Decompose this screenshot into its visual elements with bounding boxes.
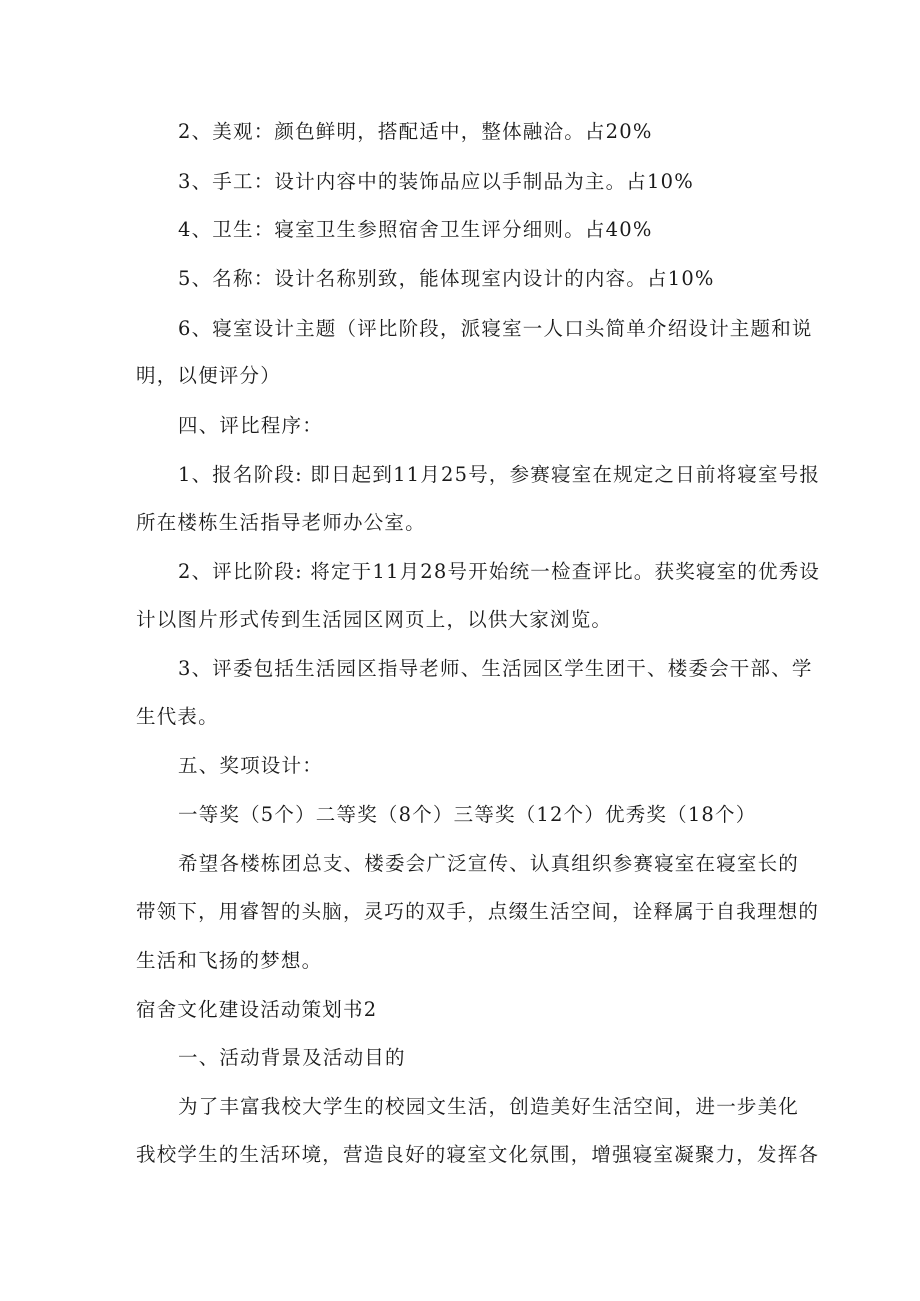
closing-paragraph-line1: 希望各楼栋团总支、楼委会广泛宣传、认真组织参赛寝室在寝室长的: [178, 852, 800, 875]
procedure-judging-line2: 计以图片形式传到生活园区网页上，以供大家浏览。: [136, 608, 613, 631]
procedure-judges-line1: 3、评委包括生活园区指导老师、生活园区学生团干、楼委会干部、学: [178, 657, 813, 680]
background-paragraph-line1: 为了丰富我校大学生的校园文生活，创造美好生活空间，进一步美化: [178, 1095, 800, 1118]
criterion-theme-line1: 6、寝室设计主题（评比阶段，派寝室一人口头简单介绍设计主题和说: [178, 317, 813, 340]
closing-paragraph-line3: 生活和飞扬的梦想。: [136, 949, 323, 972]
background-paragraph-line2: 我校学生的生活环境，营造良好的寝室文化氛围，增强寝室凝聚力，发挥各: [136, 1143, 820, 1166]
plan-title-2: 宿舍文化建设活动策划书2: [136, 998, 378, 1021]
section-heading-awards: 五、奖项设计：: [178, 754, 323, 777]
criterion-name: 5、名称：设计名称别致，能体现室内设计的内容。占10%: [178, 267, 715, 290]
criterion-handcraft: 3、手工：设计内容中的装饰品应以手制品为主。占10%: [178, 170, 694, 193]
procedure-judging-line1: 2、评比阶段: 将定于11月28号开始统一检查评比。获奖寝室的优秀设: [178, 560, 821, 583]
awards-list: 一等奖（5个）二等奖（8个）三等奖（12个）优秀奖（18个）: [178, 803, 757, 826]
criterion-appearance: 2、美观：颜色鲜明，搭配适中，整体融洽。占20%: [178, 120, 653, 143]
section-heading-procedure: 四、评比程序：: [178, 414, 323, 437]
criterion-hygiene: 4、卫生：寝室卫生参照宿舍卫生评分细则。占40%: [178, 218, 653, 241]
procedure-judges-line2: 生代表。: [136, 705, 219, 728]
section-heading-background: 一、活动背景及活动目的: [178, 1046, 406, 1069]
procedure-registration-line1: 1、报名阶段: 即日起到11月25号，参赛寝室在规定之日前将寝室号报: [178, 463, 821, 486]
criterion-theme-line2: 明，以便评分）: [136, 364, 281, 387]
closing-paragraph-line2: 带领下，用睿智的头脑，灵巧的双手，点缀生活空间，诠释属于自我理想的: [136, 900, 820, 923]
procedure-registration-line2: 所在楼栋生活指导老师办公室。: [136, 511, 426, 534]
